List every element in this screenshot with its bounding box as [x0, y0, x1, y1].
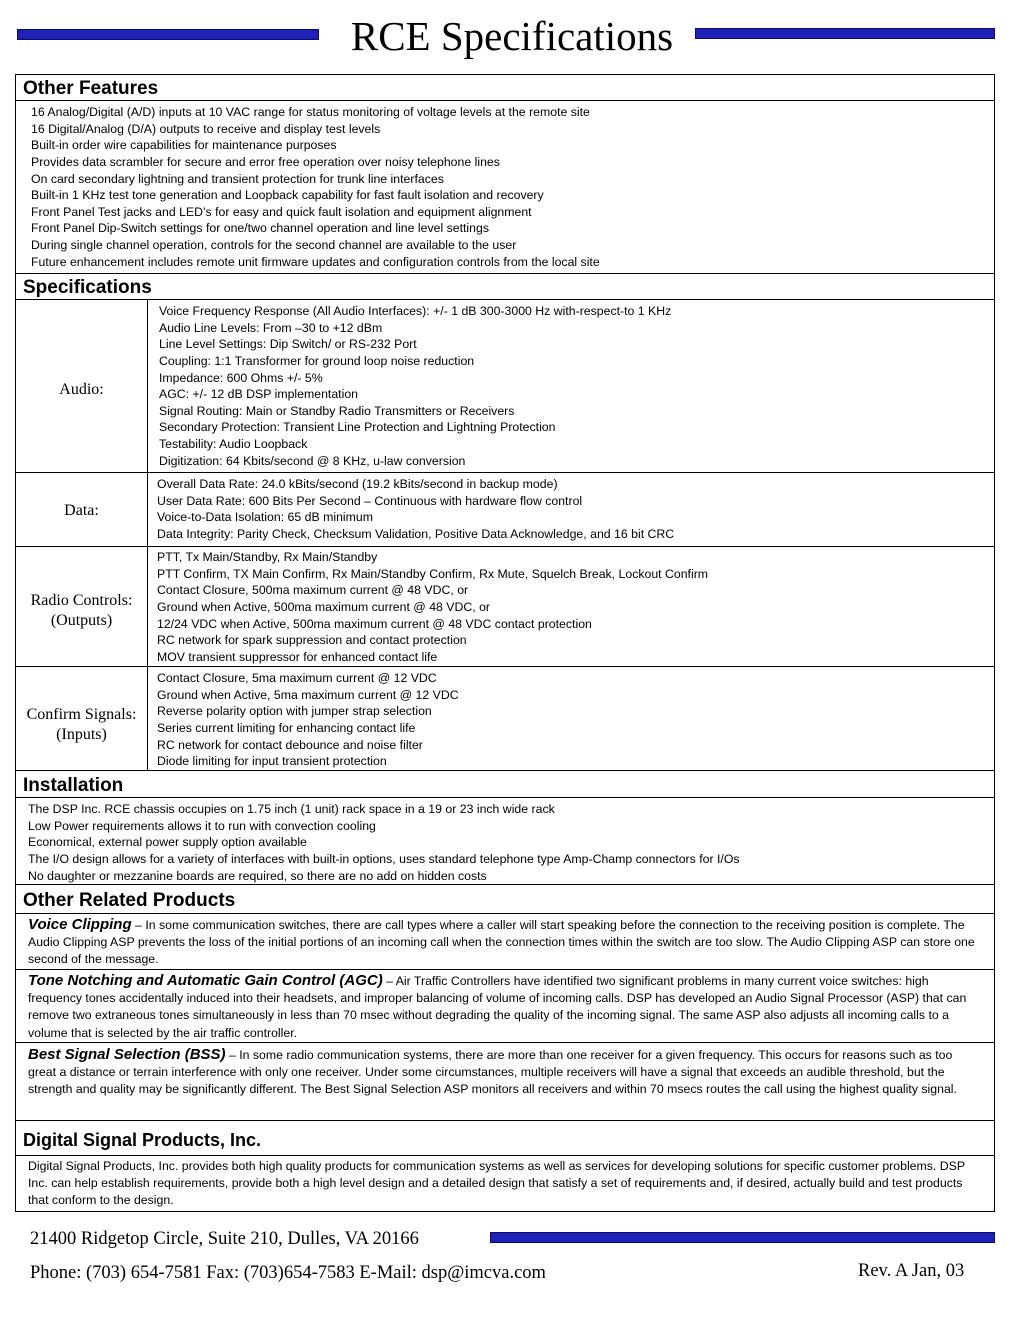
divider — [16, 797, 994, 798]
spec-item: Secondary Protection: Transient Line Protection and Lightning Protection — [159, 420, 556, 435]
footer-contact: Phone: (703) 654-7581 Fax: (703)654-7583 E-Mail: dsp@imcva.com — [30, 1263, 546, 1283]
spec-item: Ground when Active, 5ma maximum current @ 12 VDC — [157, 687, 459, 702]
spec-sheet-frame — [15, 74, 995, 1212]
spec-items-confirm-signals — [157, 670, 459, 770]
spec-item: Overall Data Rate: 24.0 kBits/second (19.2 kBits/second in backup mode) — [157, 477, 558, 491]
other-features-list — [31, 104, 600, 270]
installation-item: The I/O design allows for a variety of interfaces with built-in options, uses standard telephone type Amp-Champ connectors for I/Os — [28, 851, 740, 866]
divider — [16, 273, 994, 274]
feature-item: Built-in 1 KHz test tone generation and Loopback capability for fast fault isolation and recovery — [31, 188, 544, 203]
product-title: Tone Notching and Automatic Gain Control (AGC) — [28, 972, 383, 989]
page-title-wrap — [0, 12, 1024, 60]
divider — [16, 1120, 994, 1121]
feature-item: 16 Analog/Digital (A/D) inputs at 10 VAC range for status monitoring of voltage levels at the remote site — [31, 105, 590, 119]
spec-item: Voice Frequency Response (All Audio Interfaces): +/- 1 dB 300-3000 Hz with-respect-to 1 KHz — [159, 304, 672, 318]
feature-item: Future enhancement includes remote unit firmware updates and configuration controls from the local site — [31, 254, 600, 269]
spec-item: Audio Line Levels: From –30 to +12 dBm — [159, 320, 383, 335]
spec-item: PTT, Tx Main/Standby, Rx Main/Standby — [157, 550, 378, 564]
spec-item: Testability: Audio Loopback — [159, 437, 308, 452]
product-description: Air Traffic Controllers have identified two significant problems in many current voice switches: high frequency tones accidentally induced into their headsets, and improper balancing of volume of incoming calls. DSP has developed an Audio Signal Processor (ASP) that can remove two extraneous tones simultaneously in less than 70 msec without degrading the quality of the incoming signal. The same ASP also adjusts all incoming calls to a volume that is selected by the air traffic controller. — [28, 974, 967, 1040]
divider — [16, 969, 994, 970]
related-products-heading: Other Related Products — [23, 890, 236, 911]
company-heading: Digital Signal Products, Inc. — [23, 1130, 262, 1150]
spec-item: Line Level Settings: Dip Switch/ or RS-232 Port — [159, 337, 417, 352]
product-title: Voice Clipping — [28, 916, 132, 933]
product-best-signal-selection: Best Signal Selection (BSS) – In some radio communication systems, there are more than one receiver for a given frequency. This occurs for reasons such as too great a distance or terrain interference with only one receiver. Under some circumstances, multiple receivers will have a signal that exceeds an audible threshold, but the strength and quality may be significantly different. The Best Signal Selection ASP monitors all receivers and within 70 msecs routes the call using the highest quality signal. — [28, 1046, 957, 1097]
product-description: In some radio communication systems, there are more than one receiver for a given frequency. This occurs for reasons such as too great a distance or terrain interference with only one receiver. Under some circumstances, multiple receivers will have a signal that exceeds an audible threshold, but the strength and quality may be significantly different. The Best Signal Selection ASP monitors all receivers and within 70 msecs routes the call using the highest quality signal. — [28, 1048, 957, 1097]
spec-item: Contact Closure, 500ma maximum current @ 48 VDC, or — [157, 583, 469, 598]
feature-item: On card secondary lightning and transient protection for trunk line interfaces — [31, 171, 444, 186]
spec-item: RC network for contact debounce and noise filter — [157, 737, 423, 752]
spec-item: MOV transient suppressor for enhanced contact life — [157, 649, 438, 664]
spec-item: User Data Rate: 600 Bits Per Second – Continuous with hardware flow control — [157, 493, 583, 508]
spec-item: Impedance: 600 Ohms +/- 5% — [159, 370, 323, 385]
spec-item: Reverse polarity option with jumper strap selection — [157, 704, 432, 719]
divider — [16, 884, 994, 885]
spec-item: 12/24 VDC when Active, 500ma maximum current @ 48 VDC contact protection — [157, 616, 592, 631]
spec-label-radio-controls: Radio Controls: (Outputs) — [30, 592, 133, 629]
spec-items-audio — [159, 303, 671, 469]
installation-heading: Installation — [23, 775, 124, 796]
spec-item: Contact Closure, 5ma maximum current @ 12 VDC — [157, 671, 437, 685]
divider — [16, 666, 994, 667]
installation-item: Economical, external power supply option available — [28, 835, 307, 850]
specifications-heading: Specifications — [23, 277, 152, 298]
spec-item: Voice-to-Data Isolation: 65 dB minimum — [157, 510, 373, 525]
product-tone-notching-agc: Tone Notching and Automatic Gain Control (AGC) – Air Traffic Controllers have identified two significant problems in many current voice switches: high frequency tones accidentally induced into their headsets, and improper balancing of volume of incoming calls. DSP has developed an Audio Signal Processor (ASP) that can remove two extraneous tones simultaneously in less than 70 msec without degrading the quality of the incoming signal. The same ASP also adjusts all incoming calls to a volume that is selected by the air traffic controller. — [28, 972, 967, 1040]
product-title: Best Signal Selection (BSS) — [28, 1046, 226, 1063]
divider — [16, 770, 994, 771]
divider — [16, 472, 994, 473]
product-description: In some communication switches, there are call types where a caller will start speaking before the connection to the receiving position is complete. The Audio Clipping ASP prevents the loss of the initial portions of an incoming call when the connection times within the switch are too slow. The Audio Clipping ASP can store one second of the message. — [28, 918, 975, 967]
divider — [16, 299, 994, 300]
product-voice-clipping: Voice Clipping – In some communication switches, there are call types where a caller will start speaking before the connection to the receiving position is complete. The Audio Clipping ASP prevents the loss of the initial portions of an incoming call when the connection times within the switch are too slow. The Audio Clipping ASP can store one second of the message. — [28, 916, 975, 967]
spec-item: Coupling: 1:1 Transformer for ground loop noise reduction — [159, 353, 475, 368]
feature-item: 16 Digital/Analog (D/A) outputs to receive and display test levels — [31, 121, 381, 136]
company-description: Digital Signal Products, Inc. provides both high quality products for communication systems as well as services for developing solutions for specific customer problems. DSP Inc. can help establish requirements, provide both a high level design and a detailed design that satisfy a set of requirements and, if desired, actually build and test products that conform to the design. — [28, 1159, 965, 1208]
spec-item: AGC: +/- 12 dB DSP implementation — [159, 387, 359, 402]
feature-item: Front Panel Test jacks and LED’s for easy and quick fault isolation and equipment alignment — [31, 204, 532, 219]
spec-items-data — [157, 476, 674, 543]
spec-item: RC network for spark suppression and contact protection — [157, 633, 467, 648]
spec-item: Series current limiting for enhancing contact life — [157, 720, 416, 735]
installation-item: The DSP Inc. RCE chassis occupies on 1.75 inch (1 unit) rack space in a 19 or 23 inch wide rack — [28, 802, 555, 816]
feature-item: During single channel operation, controls for the second channel are available to the user — [31, 238, 517, 253]
spec-item: Diode limiting for input transient protection — [157, 754, 387, 769]
footer-rule — [490, 1232, 995, 1243]
spec-column-divider — [147, 299, 148, 770]
spec-item: Signal Routing: Main or Standby Radio Transmitters or Receivers — [159, 403, 515, 418]
installation-item: Low Power requirements allows it to run with convection cooling — [28, 818, 376, 833]
spec-item: PTT Confirm, TX Main Confirm, Rx Main/Standby Confirm, Rx Mute, Squelch Break, Lockout Confirm — [157, 566, 709, 581]
spec-label-audio: Audio: — [59, 381, 104, 398]
installation-list — [28, 801, 740, 884]
footer-address: 21400 Ridgetop Circle, Suite 210, Dulles, VA 20166 — [30, 1229, 419, 1249]
page-title: RCE Specifications — [335, 13, 689, 59]
footer-revision: Rev. A Jan, 03 — [858, 1261, 965, 1281]
spec-label-data: Data: — [64, 502, 99, 519]
spec-item: Digitization: 64 Kbits/second @ 8 KHz, u-law conversion — [159, 453, 466, 468]
feature-item: Built-in order wire capabilities for maintenance purposes — [31, 138, 337, 153]
divider — [16, 1042, 994, 1043]
other-features-heading: Other Features — [23, 78, 159, 99]
divider — [16, 913, 994, 914]
spec-item: Ground when Active, 500ma maximum current @ 48 VDC, or — [157, 599, 491, 614]
feature-item: Provides data scrambler for secure and error free operation over noisy telephone lines — [31, 154, 500, 169]
spec-item: Data Integrity: Parity Check, Checksum Validation, Positive Data Acknowledge, and 16 bit CRC — [157, 526, 675, 541]
installation-item: No daughter or mezzanine boards are required, so there are no add on hidden costs — [28, 868, 487, 883]
spec-label-confirm-signals: Confirm Signals: (Inputs) — [26, 706, 137, 743]
divider — [16, 100, 994, 101]
feature-item: Front Panel Dip-Switch settings for one/two channel operation and line level settings — [31, 221, 489, 236]
spec-items-radio-controls — [157, 549, 708, 665]
divider — [16, 1155, 994, 1156]
divider — [16, 546, 994, 547]
